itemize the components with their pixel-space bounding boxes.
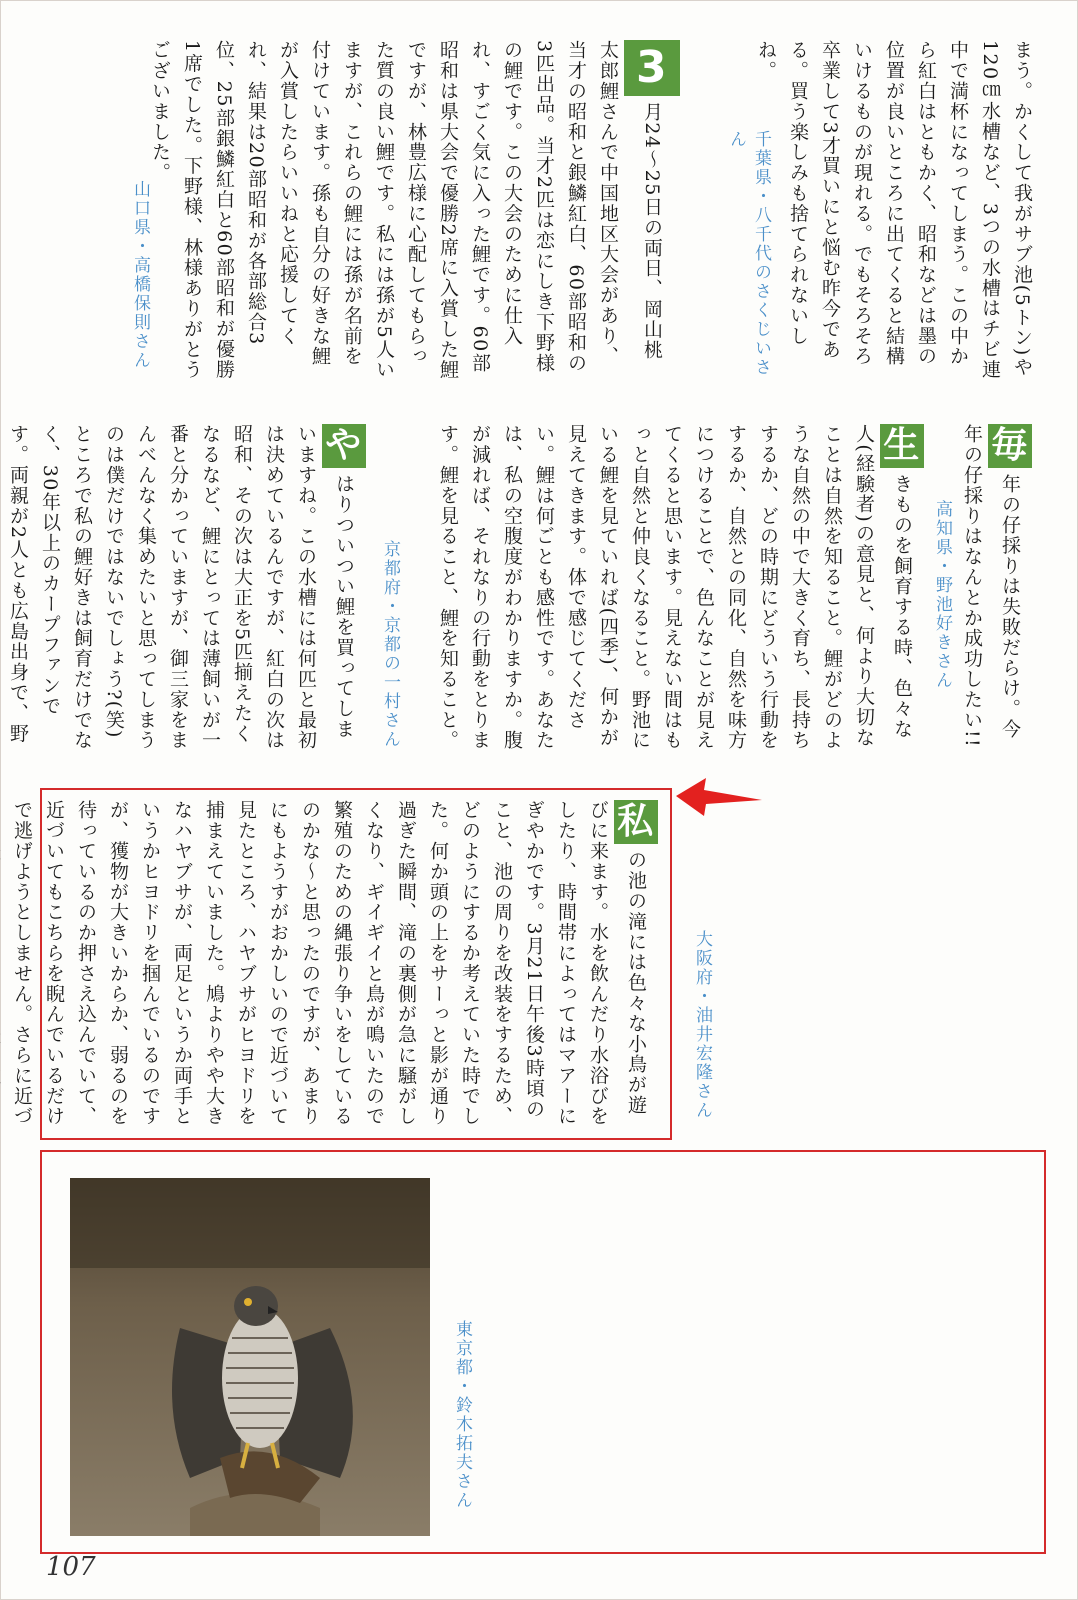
article-2-body: 3月24～25日の両日、岡山桃太郎鯉さんで中国地区大会があり、当才の昭和と銀鱗紅白、60部昭和の3匹出品。当才2匹は恋にしき下野様の鯉です。この大会のために仕入れ、すごく気に入った鯉です。60部昭和は県大会で優勝2席に入賞した鯉ですが、林豊広様に心配してもらった質の良い鯉です。私には孫が5人いますが、これらの鯉には孫が名前を付けています。孫も自分の好きな鯉が入賞したらいいねと応援してくれ、結果は20部昭和が各部総合3位、25部銀鱗紅白と60部昭和が優勝1席でした。下野様、林様ありがとうございました。 — [196, 40, 680, 380]
arrow-left-icon — [674, 772, 764, 822]
initial-3: 3 — [624, 40, 680, 96]
article-4-credit: 京都府・京都の一村さん — [380, 540, 400, 749]
article-4-body: 生きものを飼育する時、色々な人(経験者)の意見と、何より大切なことは自然を知ること。鯉がどのような自然の中で大きく育ち、長持ちするか、どの時期にどういう行動をするか、自然との同化、自然を味方につけることで、色んなことが見えてくると思います。見えない間はもっと自然と仲良くなること。野池にいる鯉を見ていれば(四季)、何かが見えてきます。体で感じてください。鯉は何ごとも感性です。あなたは、私の空腹度がわかりますか。腹が減れば、それなりの行動をとります。鯉を見ること、鯉を知ること。 — [420, 424, 924, 754]
page-number: 107 — [46, 1552, 96, 1582]
initial-watashi: 私 — [614, 800, 658, 844]
hawk-illustration — [70, 1178, 430, 1536]
initial-sei: 生 — [880, 424, 924, 468]
article-1-body: まう。かくして我がサブ池(5トン)や120㎝水槽など、3つの水槽はチビ連中で満杯になってしまう。この中から紅白はともかく、昭和などは墨の位置が良いところに出てくると結構いけるものが現れる。でもそろそろ卒業して3才買いにと悩む昨今である。買う楽しみも捨てられないしね。 — [755, 40, 1033, 380]
article-6-body: 私の池の滝には色々な小鳥が遊びに来ます。水を飲んだり水浴びをしたり、時間帯によってはマアーにぎやかです。3月21日午後3時頃のこと、池の周りを改装をするため、どのようにするか考えていた時でした。何か頭の上をサーっと影が通り過ぎた瞬間、滝の裏側が急に騒がしくなり、ギイギイと鳥が鳴いたので繁殖のための縄張り争いをしているのかな～と思ったのですが、あまりにもようすがおかしいので近づいて見たところ、ハヤブサがヒヨドリを捕まえていました。鳩よりやや大きなハヤブサが、両足というか両手というかヒヨドリを掴んでいるのですが、獲物が大きいからか、弱るのを待っているのか押さえ込んでいて、近づいてもこちらを睨んでいるだけで逃げようとしません。さらに近づ — [70, 800, 658, 1130]
article-2-credit: 山口県・高橋保則さん — [130, 180, 150, 370]
article-5-credit: 大阪府・油井宏隆さん — [692, 930, 712, 1120]
hawk-photo — [70, 1178, 430, 1536]
article-3-body: 毎年の仔採りは失敗だらけ。今年の仔採りはなんとか成功したい!! — [964, 424, 1032, 754]
article-3-credit: 高知県・野池好きさん — [932, 500, 952, 690]
article-5-body: やはりついつい鯉を買ってしまいますね。この水槽には何匹と最初は決めているんですが、紅白の次は昭和、その次は大正を5匹揃えたくなるなど、鯉にとっては薄飼いが一番と分かっていますが、御三家をまんべんなく集めたいと思ってしまうのは僕だけではないでしょう?(笑)ところで私の鯉好きは飼育だけでなく、30年以上のカープファンです。両親が2人とも広島出身で、野 — [40, 424, 366, 754]
article-6-credit: 東京都・鈴木拓夫さん — [452, 1320, 472, 1510]
initial-mai: 毎 — [988, 424, 1032, 468]
initial-ya: や — [322, 424, 366, 468]
article-1-credit: 千葉県・八千代のさくじいさん — [726, 130, 771, 377]
